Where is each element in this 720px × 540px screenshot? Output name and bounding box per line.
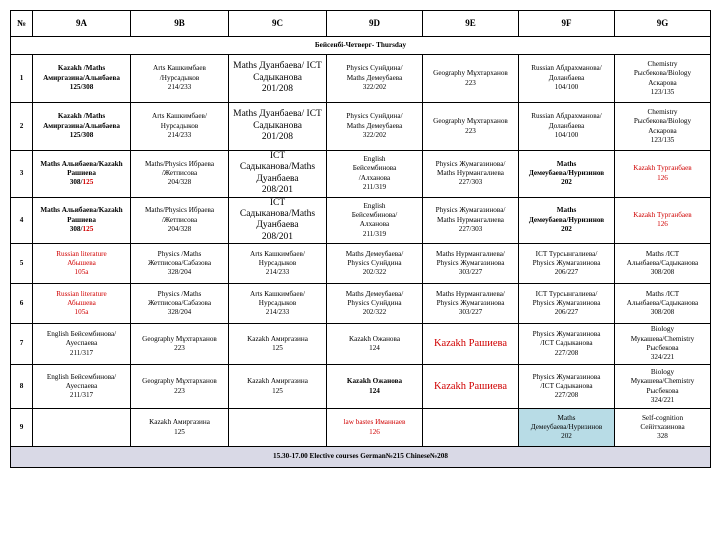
lesson-text: Maths Альибаева/Kazakh Рашиева 308/: [40, 206, 123, 234]
lesson-text: Maths Нурмангалиева/ Physics Жумагазинова 303/227: [436, 249, 505, 277]
timetable: [10, 10, 711, 468]
lesson-text: English Бейсембинова/ Ауеспаева 211/317: [46, 372, 117, 400]
lesson-text: Geography Мұхтарханов 223: [433, 117, 508, 135]
lesson-text: Kazakh Турганбаев 126: [633, 210, 692, 229]
day-title: Бейсенбі-Четверг- Thursday: [11, 37, 711, 55]
lesson-text: Maths /ICT Альибаева/Садыканова 308/208: [626, 289, 699, 317]
lesson-text: Russian literature Абышева 105a: [56, 289, 107, 317]
header-class: 9B: [131, 11, 229, 37]
lesson-cell: [131, 244, 229, 284]
lesson-cell: [615, 55, 711, 103]
lesson-number: 7: [11, 324, 33, 365]
timetable-body: [11, 37, 711, 447]
lesson-text: Physics Сунйдина/ Maths Демеубаева 322/202: [346, 112, 403, 140]
lesson-text: Kazakh Амиргазина 125: [247, 334, 308, 353]
lesson-text: Physics Сунйдина/ Maths Демеубаева 322/202: [346, 64, 403, 92]
lesson-number: 2: [11, 103, 33, 151]
lesson-text: Russian Абдрахманова/ Доланбаева 104/100: [531, 64, 602, 92]
header-class: 9E: [423, 11, 519, 37]
lesson-text: Physics Жумагазинова /ICT Садыканова 227/208: [532, 330, 601, 357]
lesson-text: Kazakh Рашиева: [433, 380, 508, 392]
lesson-cell: [131, 409, 229, 447]
lesson-cell: [229, 365, 327, 409]
lesson-text: Maths/Physics Ибраева /Жетписова 204/328: [144, 206, 215, 234]
lesson-text: Maths Демеубаева/Нуризинов 202: [528, 159, 605, 187]
lesson-text: Physics Жумагазинова/ Maths Нурмангалиева 227/303: [435, 206, 506, 234]
lesson-text: English Бейсембинова/ Ауеспаева 211/317: [46, 330, 117, 357]
lesson-text: Geography Мұхтарханов 223: [142, 377, 217, 395]
lesson-text: Maths Демеубаева/Нуризинов 202: [530, 413, 603, 441]
lesson-cell: [229, 103, 327, 151]
lesson-cell: [519, 365, 615, 409]
lesson-cell: [327, 365, 423, 409]
lesson-text: Maths Демеубаева/Нуризинов 202: [528, 206, 605, 234]
lesson-text: Arts Кашкимбаев/ Нурсадыков 214/233: [250, 249, 305, 277]
lesson-cell: [33, 409, 131, 447]
lesson-cell: [33, 55, 131, 103]
lesson-cell: [615, 365, 711, 409]
lesson-number: 4: [11, 197, 33, 244]
lesson-text: Kazakh Амиргазина 125: [247, 377, 308, 395]
room-number: 125: [82, 178, 94, 187]
lesson-cell: [423, 103, 519, 151]
lesson-row: [11, 151, 711, 198]
header-class: 9D: [327, 11, 423, 37]
lesson-number: 1: [11, 55, 33, 103]
lesson-cell: [519, 103, 615, 151]
lesson-text: Kazakh Амиргазина 125: [149, 418, 210, 436]
lesson-cell: [615, 244, 711, 284]
lesson-text: Biology Мукашева/Chemistry Рысбекова 324/221: [630, 325, 695, 362]
lesson-cell: [33, 197, 131, 244]
lesson-cell: [229, 284, 327, 324]
lesson-cell: [519, 324, 615, 365]
lesson-text: Russian Абдрахманова/ Доланбаева 104/100: [531, 112, 602, 140]
lesson-text: Maths Нурмангалиева/ Physics Жумагазинова 303/227: [436, 289, 505, 317]
lesson-row: [11, 284, 711, 324]
lesson-cell: [327, 244, 423, 284]
lesson-text: Chemistry Рысбекова/Biology Аскарова 123/135: [633, 107, 692, 144]
lesson-number: 5: [11, 244, 33, 284]
lesson-text: Kazakh /Maths Амиргазина/Альибаева 125/: [43, 112, 120, 140]
lesson-cell: [519, 151, 615, 198]
lesson-cell: [33, 324, 131, 365]
lesson-cell: [423, 324, 519, 365]
lesson-cell: [131, 324, 229, 365]
header-class: 9C: [229, 11, 327, 37]
lesson-cell: [327, 103, 423, 151]
lesson-text: Maths Дуанбаева/ ICT Садыканова 201/208: [233, 109, 322, 143]
lesson-text: English Бейсембинова /Алханова 211/319: [352, 155, 397, 192]
lesson-text: Physics Жумагазинова /ICT Садыканова 227/208: [532, 372, 601, 400]
header-class: 9A: [33, 11, 131, 37]
lesson-text: ICT Садыканова/Maths Дуанбаева 208/201: [239, 197, 316, 242]
lesson-cell: [131, 365, 229, 409]
lesson-cell: [327, 151, 423, 198]
lesson-number: 3: [11, 151, 33, 198]
lesson-cell: [423, 365, 519, 409]
day-row: [11, 37, 711, 55]
lesson-row: [11, 197, 711, 244]
lesson-text: Biology Мукашева/Chemistry Рысбекова 324/221: [630, 367, 695, 404]
lesson-text: Maths Демеубаева/ Physics Сунйдина 202/322: [345, 289, 404, 317]
room-number: 308: [82, 83, 94, 92]
lesson-cell: [519, 197, 615, 244]
lesson-number: 6: [11, 284, 33, 324]
room-number: 125: [82, 225, 94, 234]
lesson-text: Arts Кашкимбаев/ Нурсадыков 214/233: [152, 112, 207, 140]
lesson-row: [11, 103, 711, 151]
lesson-cell: [33, 244, 131, 284]
lesson-cell: [33, 151, 131, 198]
lesson-cell: [423, 197, 519, 244]
lesson-cell: [615, 151, 711, 198]
lesson-text: Kazakh Рашиева: [433, 338, 508, 350]
lesson-text: Self-cognition Сейітхазинова 328: [640, 413, 685, 441]
lesson-cell: [229, 197, 327, 244]
lesson-cell: [229, 324, 327, 365]
lesson-cell: [519, 284, 615, 324]
lesson-text: Physics Жумагазинова/ Maths Нурмангалиева 227/303: [435, 159, 506, 187]
lesson-text: ICT Турсынгалиева/ Physics Жумагазинова 206/227: [532, 249, 601, 277]
lesson-text: ICT Садыканова/Maths Дуанбаева 208/201: [239, 151, 316, 196]
elective-courses-footer: 15.30-17.00 Elective courses German№215 Chinese№208: [11, 447, 711, 468]
lesson-cell: [423, 55, 519, 103]
lesson-cell: [423, 284, 519, 324]
lesson-text: Maths/Physics Ибраева /Жетписова 204/328: [144, 159, 215, 187]
lesson-cell: [327, 324, 423, 365]
lesson-cell: [615, 284, 711, 324]
lesson-cell: [33, 365, 131, 409]
lesson-text: Kazakh Ожанова 124: [348, 334, 401, 353]
lesson-text: Maths Альибаева/Kazakh Рашиева 308/: [40, 159, 123, 187]
lesson-cell: [327, 284, 423, 324]
lesson-cell: [615, 409, 711, 447]
lesson-cell: [229, 55, 327, 103]
lesson-cell: [229, 151, 327, 198]
lesson-cell: [423, 409, 519, 447]
lesson-text: Physics /Maths Жетписова/Сабазова 328/204: [147, 249, 212, 277]
header-class: 9F: [519, 11, 615, 37]
lesson-cell: [131, 55, 229, 103]
room-number: 308: [82, 131, 94, 140]
lesson-number: 8: [11, 365, 33, 409]
lesson-text: Chemistry Рысбекова/Biology Аскарова 123/135: [633, 59, 692, 96]
lesson-text: law bastes Иманнаев 126: [343, 418, 406, 436]
lesson-row: [11, 409, 711, 447]
lesson-text: Maths Демеубаева/ Physics Сунйдина 202/322: [345, 249, 404, 277]
header-number: №: [11, 11, 33, 37]
lesson-cell: [33, 284, 131, 324]
lesson-cell: [131, 103, 229, 151]
lesson-row: [11, 324, 711, 365]
lesson-cell: [229, 244, 327, 284]
lesson-text: ICT Турсынгалиева/ Physics Жумагазинова 206/227: [532, 289, 601, 317]
header-row: [11, 11, 711, 37]
lesson-row: [11, 244, 711, 284]
lesson-cell: [131, 151, 229, 198]
lesson-cell: [615, 197, 711, 244]
lesson-text: Kazakh Турганбаев 126: [633, 164, 692, 182]
header-class: 9G: [615, 11, 711, 37]
lesson-number: 9: [11, 409, 33, 447]
lesson-text: Arts Кашкимбаев /Нурсадыков 214/233: [153, 64, 206, 92]
lesson-cell: [229, 409, 327, 447]
lesson-text: Geography Мұхтарханов 223: [433, 69, 508, 87]
lesson-cell: [327, 55, 423, 103]
lesson-text: Physics /Maths Жетписова/Сабазова 328/204: [147, 289, 212, 317]
lesson-cell: [131, 284, 229, 324]
lesson-cell: [615, 324, 711, 365]
lesson-cell: [615, 103, 711, 151]
lesson-text: Kazakh /Maths Амиргазина/Альибаева 125/: [43, 64, 120, 92]
lesson-cell: [519, 244, 615, 284]
lesson-text: Geography Мұхтарханов 223: [142, 334, 217, 353]
lesson-cell: [327, 197, 423, 244]
lesson-cell: [423, 244, 519, 284]
lesson-text: Maths Дуанбаева/ ICT Садыканова 201/208: [233, 61, 322, 95]
lesson-cell: [519, 409, 615, 447]
lesson-cell: [33, 103, 131, 151]
lesson-row: [11, 55, 711, 103]
lesson-cell: [327, 409, 423, 447]
lesson-text: Kazakh Ожанова 124: [346, 377, 403, 395]
lesson-row: [11, 365, 711, 409]
lesson-text: Russian literature Абышева 105a: [56, 249, 107, 277]
lesson-text: Maths /ICT Альибаева/Садыканова 308/208: [626, 249, 699, 277]
lesson-cell: [519, 55, 615, 103]
lesson-text: English Бейсембинова/ Алханова 211/319: [351, 201, 398, 238]
lesson-cell: [423, 151, 519, 198]
lesson-cell: [131, 197, 229, 244]
footer-row: [11, 447, 711, 468]
lesson-text: Arts Кашкимбаев/ Нурсадыков 214/233: [250, 289, 305, 317]
